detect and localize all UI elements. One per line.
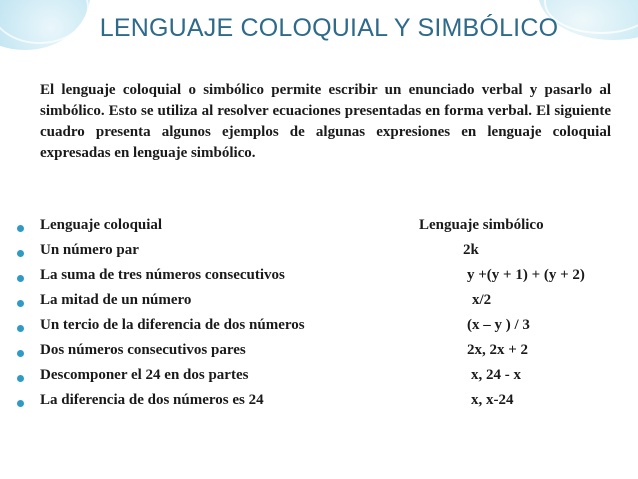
colloquial-expression: Descomponer el 24 en dos partes bbox=[40, 367, 249, 383]
list-item bbox=[0, 367, 638, 392]
colloquial-expression: Un tercio de la diferencia de dos números bbox=[40, 317, 305, 333]
bullet-icon bbox=[17, 250, 24, 257]
expressions-list bbox=[0, 217, 638, 417]
header-symbolic: Lenguaje simbólico bbox=[419, 217, 544, 233]
intro-paragraph: El lenguaje coloquial o simbólico permite escribir un enunciado verbal y pasarlo al simbólico. Esto se utiliza al resolver ecuaciones presentadas en forma verbal. El siguiente cuadro presenta algunos ejemplos de algunas expresiones en lenguaje coloquial expresadas en lenguaje simbólico. bbox=[40, 82, 611, 161]
list-item bbox=[0, 242, 638, 267]
list-item bbox=[0, 392, 638, 417]
list-item bbox=[0, 267, 638, 292]
symbolic-expression: x/2 bbox=[472, 292, 492, 308]
symbolic-expression: x, 24 - x bbox=[471, 367, 521, 383]
bullet-icon bbox=[17, 350, 24, 357]
colloquial-expression: La diferencia de dos números es 24 bbox=[40, 392, 264, 408]
bullet-icon bbox=[17, 325, 24, 332]
colloquial-expression: Un número par bbox=[40, 242, 139, 258]
bullet-icon bbox=[17, 400, 24, 407]
symbolic-expression: 2k bbox=[463, 242, 479, 258]
symbolic-expression: (x – y ) / 3 bbox=[467, 317, 530, 333]
colloquial-expression: La suma de tres números consecutivos bbox=[40, 267, 285, 283]
symbolic-expression: x, x-24 bbox=[471, 392, 514, 408]
list-item bbox=[0, 317, 638, 342]
symbolic-expression: 2x, 2x + 2 bbox=[467, 342, 529, 358]
bullet-icon bbox=[17, 225, 24, 232]
list-item bbox=[0, 342, 638, 367]
slide-title: LENGUAJE COLOQUIAL Y SIMBÓLICO bbox=[99, 14, 559, 42]
header-row bbox=[0, 217, 638, 242]
bullet-icon bbox=[17, 300, 24, 307]
symbolic-expression: y +(y + 1) + (y + 2) bbox=[467, 267, 585, 283]
colloquial-expression: La mitad de un número bbox=[40, 292, 192, 308]
colloquial-expression: Dos números consecutivos pares bbox=[40, 342, 246, 358]
list-item bbox=[0, 292, 638, 317]
bullet-icon bbox=[17, 375, 24, 382]
header-colloquial: Lenguaje coloquial bbox=[40, 217, 163, 233]
bullet-icon bbox=[17, 275, 24, 282]
